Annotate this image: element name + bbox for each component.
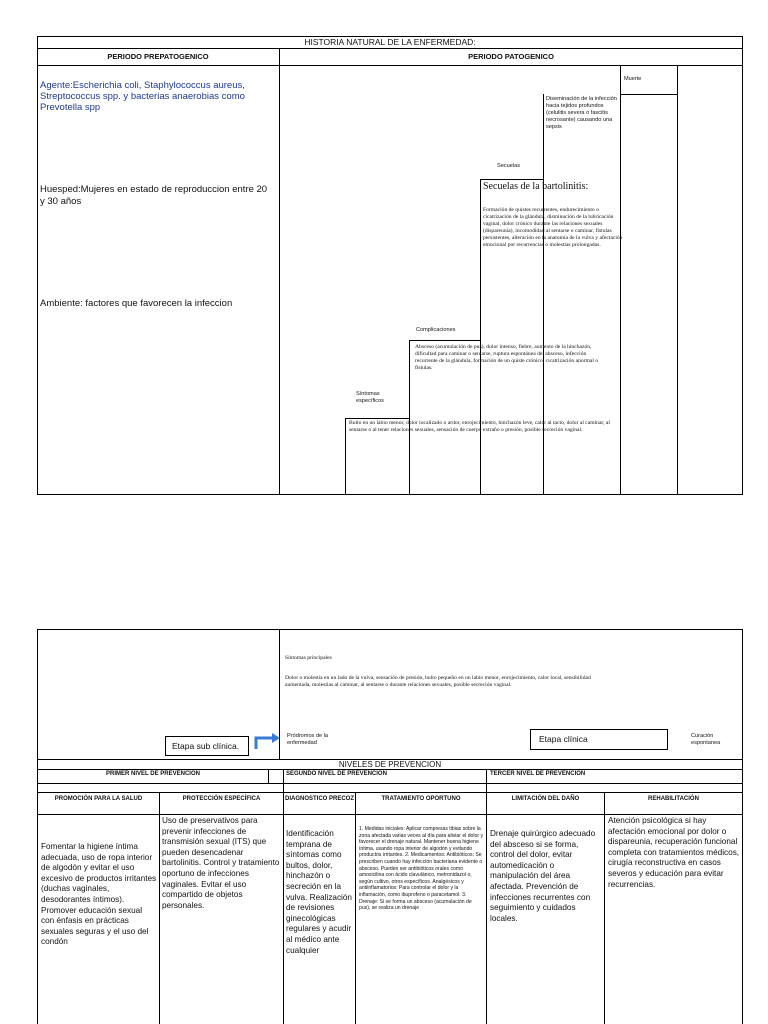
huesped-text: Huesped:Mujeres en estado de reproduccion entre 20 y 30 años [40,184,268,207]
sintomas-especificos-label: Síntomas específicos [356,391,384,404]
rehabilitacion-text: Atención psicológica si hay afectación emocional por dolor o dispareunia, recuperación funcional completa con tratamientos médicos, cirugía reconstructiva en casos severos y educación para evitar recurrencias. [608,816,740,889]
curacion-label: Curación espontanea [691,733,721,746]
diagnostico-text: Identificación temprana de síntomas como bultos, dolor, hinchazón o secreción en la vulva. Realización de revisiones ginecológicas regulares y acudir al médico ante cualquier [286,829,352,955]
promocion-text: Fomentar la higiene íntima adecuada, uso de ropa interior de algodón y evitar el uso excesivo de productos irritantes (duchas vaginales, desodorantes íntimos). Promover educación sexual con énfasis en prácticas sexuales seguras y el uso del condón [41,842,157,947]
diseminacion-text: Diseminación de la infección hacia tejidos profundos (celulitis severa o fascitis necrosante) causando una sepsis [546,96,617,130]
arrow-icon [252,730,282,750]
niveles-title: NIVELES DE PREVENCION [338,760,442,769]
sintomas-principales-title: Síntomas principales [285,655,332,661]
col-proteccion: PROTECCIÓN ESPECÍFICA [182,796,261,802]
muerte-label: Muerte [624,76,642,82]
col-diagnostico: DIAGNOSTICO PRECOZ [284,796,354,802]
secuelas-text: Formación de quistes recurrentes, endurecimiento o cicatrización de la glándula, disminución de la lubricación vaginal, dolor crónico durante las relaciones sexuales (dispareunia), incomodidad al sentarse o caminar, fístulas persistentes, alteración en la anatomía de la vulva y afectación emocional por recurrencias o molestias prolongadas. [483,207,623,248]
limitacion-text: Drenaje quirúrgico adecuado del absceso si se forma, control del dolor, evitar automedicación o manipulación del área afectada. Prevención de infecciones recurrentes con seguimiento y cuidados locales. [490,829,596,923]
segundo-nivel-header: SEGUNDO NIVEL DE PREVENCIÓN [286,771,387,777]
prodromos-label: Pródromos de la enfermedad [287,733,329,746]
primer-nivel-header: PRIMER NIVEL DE PREVENCIÓN [106,771,200,777]
col-tratamiento: TRATAMIENTO OPORTUNO [381,796,461,802]
etapa-clinica-label: Etapa clínica [539,734,588,744]
ambiente-text: Ambiente: factores que favorecen la infeccion [40,298,233,309]
proteccion-text: Uso de preservativos para prevenir infecciones de transmisión sexual (ITS) que pueden desencadenar bartolinitis. Control y tratamiento oportuno de infecciones vaginales. Evitar el uso compartido de objetos personales. [162,816,280,910]
etapa-clinica-box [530,729,668,750]
complicaciones-text: Absceso (acumulación de pus), dolor intenso, fiebre, aumento de la hinchazón, dificultad para caminar o sentarse, ruptura espontánea del absceso, infección recurrente de la glándula, formación de un quiste crónico, cicatrización anormal o fístulas. [415,344,599,371]
col-rehabilitacion: REHABILITACIÓN [648,796,699,802]
header-prepatogenico: PERIODO PREPATOGENICO [107,52,209,61]
tratamiento-text: 1. Medidas iniciales: Aplicar compresas tibias sobre la zona afectada varias veces al día para aliviar el dolor y favorecer el drenaje natural. Mantener buena higiene íntima, usando ropa interior de algodón y evitando productos irritantes. 2. Medicamentos: Antibióticos: Se prescriben cuando hay infección bacteriana evidente o absceso. Pueden ser antibióticos orales como amoxicilina con ácido clavulánico, metronidazol o, según cultivo, otros específicos. Analgésicos y antiinflamatorios: Para controlar el dolor y la inflamación, como ibuprofeno o paracetamol. 3. Drenaje: Si se forma un absceso (acumulación de pus), se realiza un drenaje [359,826,484,912]
tercer-nivel-header: TERCER NIVEL DE PREVENCIÓN [490,771,586,777]
col-promocion: PROMOCIÓN PARA LA SALUD [54,796,143,802]
header-patogenico: PERIODO PATOGENICO [468,52,554,61]
sintomas-especificos-text: Bulto en un labio menor, dolor localizado o ardor, enrojecimiento, hinchazón leve, calor al tacto, dolor al caminar, al sentarse o al tener relaciones sexuales, sensación de cuerpo extraño o presión, posible secreción vaginal. [349,420,610,433]
col-limitacion: LIMITACIÓN DEL DAÑO [511,796,580,802]
secuelas-title: Secuelas de la bartolinitis: [483,181,589,192]
etapa-subclinica-label: Etapa sub clínica. [172,741,240,751]
agente-text: Agente:Escherichia coli, Staphylococcus aureus, Streptococcus spp. y bacterias anaerobias como Prevotella spp [40,80,245,113]
etapa-subclinica-box [165,736,249,756]
complicaciones-label: Complicaciones [416,327,456,333]
document-title: HISTORIA NATURAL DE LA ENFERMEDAD: [304,37,476,47]
sintomas-principales-text: Dolor o molestia en un lado de la vulva, sensación de presión, bulto pequeño en un labio menor, enrojecimiento, calor local, sensibilidad aumentada, molestias al caminar, al sentarse o durante relaciones sexuales, posible secreción vaginal. [285,675,591,688]
secuelas-label: Secuelas [497,163,521,169]
